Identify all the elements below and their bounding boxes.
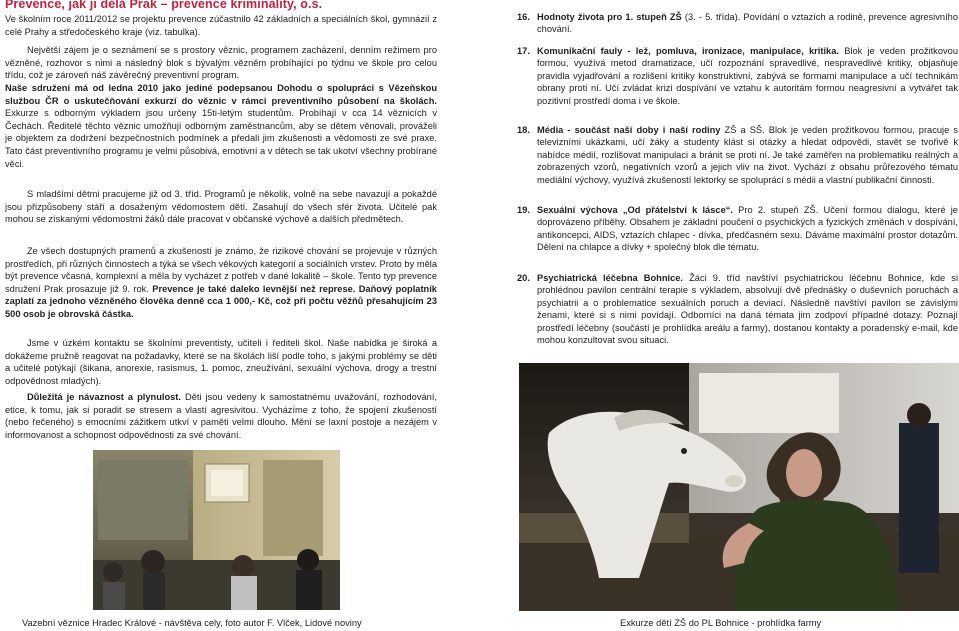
continuity-bold: Důležitá je návaznost a plynulost.	[27, 392, 181, 402]
item-number: 18.	[517, 125, 530, 135]
agreement-bold: Naše sdružení má od ledna 2010 jako jediné podepsanou Dohodu o spolupráci s Vězeňskou službou ČR o uskutečňování exkurzí do věznic v rámci preventivního působení na školách.	[5, 83, 437, 106]
farm-horse-illustration	[519, 363, 959, 611]
cost-bold: Prevence je také daleko levnější než represe. Daňový poplatník zaplatí za jednoho vězněného člověka denně cca 1 000,- Kč, což při počtu věžňů přesahujícím 23 500 osob je obrovská částka.	[5, 283, 437, 319]
item-number: 17.	[517, 46, 530, 56]
item-heading: Sexuální výchova „Od přátelství k lásce“.	[537, 205, 733, 215]
right-photo-caption: Exkurze dětí ZŠ do PL Bohnice - prohlídka farmy	[620, 618, 822, 628]
item-heading: Média - součást naší doby i naší rodiny	[537, 125, 721, 135]
agreement-rest: Exkurze s odborným výkladem jsou určeny 15ti-letým studentům. Probíhají v cca 14 věznicích v Čechách. Ředitelé těchto věznic umožňují odborným zaměstnancům, aby se dětem věnovali, prováželi je objektem za dodržení bezpečnostních podmínek a předali jim zkušenosti a vědomosti ze své praxe. Tato část preventivního programu je velmi působivá, emotivní a v dětech se tak ukotví všechny probírané věci.	[5, 108, 437, 169]
prison-cell-photo	[93, 450, 340, 610]
item-number: 20.	[517, 273, 530, 283]
prison-cell-illustration	[93, 450, 340, 610]
continuity-rest: Děti jsou vedeny k samostatnému uvažování, rozhodování, etice, k tomu, jak si poradit se stresem a vlastí agresivitou. Vycházíme z toho, že spojení zkušeností (nebo řečeného) s emocními zážitkem utkví v paměti velmi dlouho. Mění se laxní postoje a nezájem v informovanost a schopnost odpovědnosti za své chování.	[5, 392, 437, 440]
paragraph-younger-children: S mladšími dětmi pracujeme již od 3. tříd. Programů je několik, volně na sebe navazují a pokaždé jsou přizpůsobeny stáří a dosaženým vědomostem dětí. Zasahují do všech sfér života. Učitelé pak mohou se získanými vědomostmi žáků dále pracovat v občanské výchově a dalších předmětech.	[5, 189, 437, 225]
item-text: ZŠ a SŠ. Blok je veden prožitkovou formou, pracuje s televizními ukázkami, učí žáky a studenty klást si otázky a hledat odpovědi, stavět se tvořivě k nabídce médií, rozlišovat manipulaci a bránit se proti ní. Je také zaměřen na problematiku reálných a zobrazených vzorů, negativních vzorů a jejich vliv na život. Vychází z obsahu průřezového tématu mediální výchovy, využívá zkušeností lektorky se spoluprácí s médii a vlastní publikační činnosti.	[537, 125, 958, 185]
paragraph-risk-behavior	[5, 245, 437, 321]
paragraph-prison-visits: Největší zájem je o seznámení se s prostory věznic, programem zacházení, denním režimem pro vězněné, rozhovor s nimi a následný blok s bývalým vězněm probíhající po týdnu ve škole pro celou třídu, což je zároveň náš závěrečný preventivní program.	[5, 45, 437, 81]
list-item	[517, 124, 958, 186]
item-heading: Komunikační fauly - lež, pomluva, ironizace, manipulace, kritika.	[537, 46, 839, 56]
item-heading: Psychiatrická léčebna Bohnice.	[537, 273, 684, 283]
paragraph-agreement	[5, 82, 437, 170]
item-number: 19.	[517, 205, 530, 215]
left-photo-caption: Vazební věznice Hradec Králové - návštěva cely, foto autor F. Vlček, Lidové noviny	[22, 618, 362, 628]
farm-horse-photo	[519, 363, 959, 611]
risk-behavior-text: Ze všech dostupných pramenů a zkušeností je známo, že rizikové chování se projevuje v různých prostředích, při různých činnostech a týká se všech věkových kategorií a sociálních vrstev. Proto by měla být prevence včasná, komplexní a měla by vycházet z potřeb v dané lokalitě – škole. Tento typ prevence sdružení Prak prosazuje již 9. rok.	[5, 246, 437, 294]
page-title: Prevence, jak ji dělá Prak – prevence kriminality, o.s.	[5, 0, 323, 11]
list-item	[517, 45, 958, 107]
item-text: Blok je veden prožitkovou formou, využívá metod dramatizace, učí rozpoznání spravedlivé, nespravedlivé kritiky, objasňuje pravidla vyjadřování a rozlišení kritiky konstruktivní, zabývá se formami manipulace a učí technikám obrany proti ní. Učí zvládat krizi dospívání ve vztahu k autoritám formou neagresivní a vytvářet tak pozitivní prostředí doma i ve škole.	[537, 46, 958, 106]
paragraph-continuity	[5, 391, 437, 441]
intro-paragraph: Ve školním roce 2011/2012 se projektu prevence zúčastnilo 42 základních a speciálních škol, gymnázií z celé Prahy a středočeského kraje (viz. tabulka).	[5, 14, 437, 37]
list-item	[517, 204, 958, 254]
item-text: (3. - 5. třída). Povídání o vztazích a rodině, prevence agresivního chování.	[537, 12, 958, 35]
item-heading: Hodnoty života pro 1. stupeň ZŠ	[537, 12, 682, 22]
item-text: Žáci 9. tříd navštíví psychiatrickou léčebnu Bohnice, kde si prohlédnou pavilon centrální terapie s výklad​em, absolvují dvě přednášky o duševních poruchách a psychiatrii a o problematice sexuálních poruch a deviací. Následně navštíví pavilon se závislými ženami, které si s nimi povídají. Odborníci na daná témata jim zodpoví případné dotazy. Poznají prostředí léčebny (součástí je prohlídka areálu a farmy), dostanou kontakty a poradenský e-mail, kde mohou konzultovat svou situaci.	[537, 273, 959, 346]
item-text: Pro 2. stupeň ZŠ. Učení formou dialogu, které je doprovázeno příběhy. Obsahem je základní poučení o psychických a fyzických změnách v dospívání, antikoncepci, AIDS, vztazích chlapec - dívka, předčasném sexu. Dáváme maximální prostor dotazům. Dělení na chlapce a dívky + společný blok dle tématu.	[537, 205, 958, 253]
item-number: 16.	[517, 12, 530, 22]
list-item	[517, 11, 958, 36]
list-item	[517, 272, 958, 346]
paragraph-contact: Jsme v úzkém kontaktu se školními preventisty, učiteli i řediteli škol. Naše nabídka je široká a dokážeme pružně reagovat na požadavky, které se na školách liší podle toho, s jakými problémy se děti a učitelé potýkají (šikana, anorexie, rasismus, 1. pomoc, zneužívání, sexuální výchova, drogy a trestní odpovědnost mladých).	[5, 338, 437, 386]
